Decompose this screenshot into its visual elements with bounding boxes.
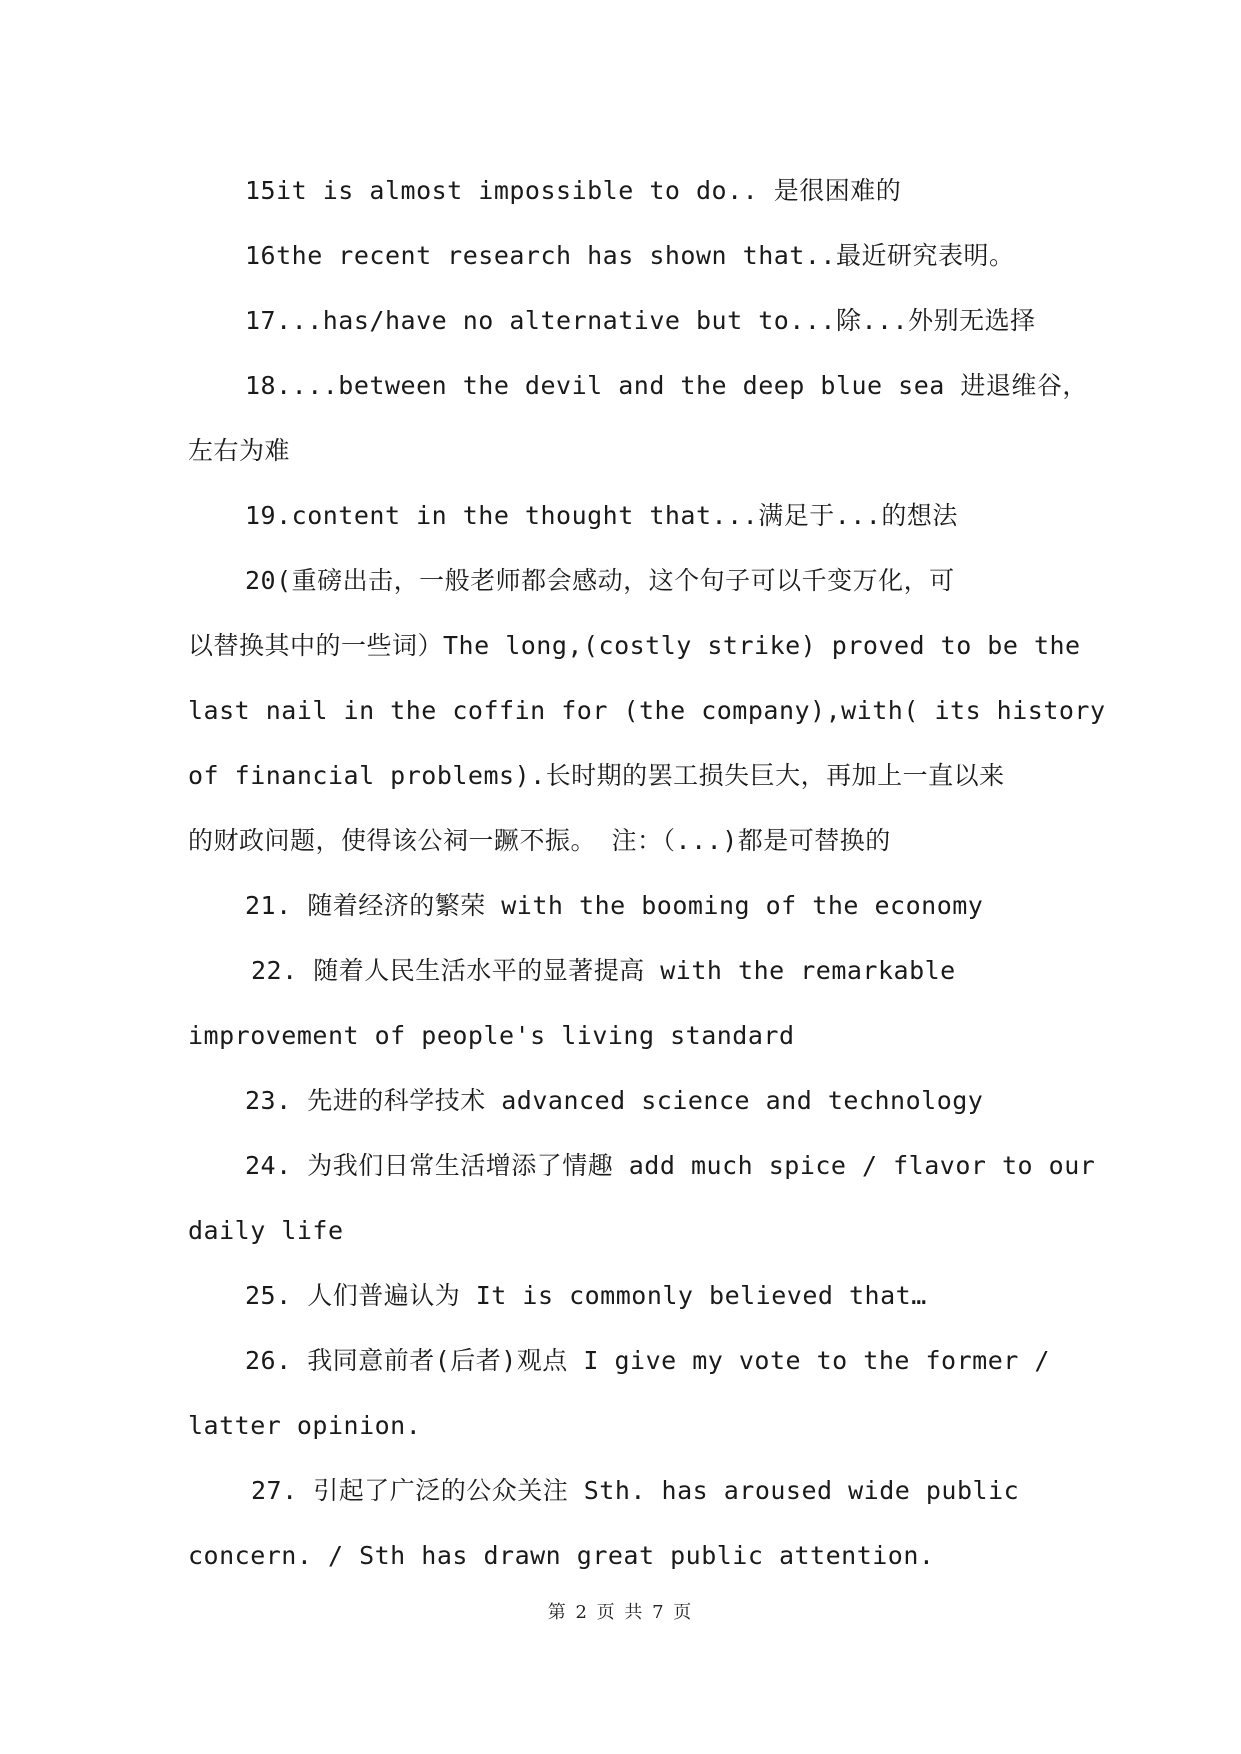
text-line-18-cont: 左右为难 (188, 436, 291, 465)
text-line-20-cont-4: 的财政问题，使得该公祠一蹶不振。 注：（...)都是可替换的 (188, 826, 891, 855)
text-line-27-cont: concern. / Sth has drawn great public attention. (188, 1541, 935, 1570)
text-line-26-cont: latter opinion. (188, 1411, 422, 1440)
text-line-16: 16the recent research has shown that..最近研究表明。 (245, 241, 1015, 270)
text-line-21: 21. 随着经济的繁荣 with the booming of the economy (245, 891, 984, 920)
document-body (188, 158, 1106, 1588)
text-line-20-cont-2: last nail in the coffin for (the company),with( its history (188, 696, 1106, 725)
text-line-15: 15it is almost impossible to do.. 是很困难的 (245, 176, 902, 205)
text-line-24-cont: daily life (188, 1216, 344, 1245)
text-line-22: 22. 随着人民生活水平的显著提高 with the remarkable (251, 956, 956, 985)
text-line-24: 24. 为我们日常生活增添了情趣 add much spice / flavor to our (245, 1151, 1096, 1180)
text-line-25: 25. 人们普遍认为 It is commonly believed that… (245, 1281, 927, 1310)
text-line-18: 18....between the devil and the deep blue sea 进退维谷， (245, 371, 1088, 400)
text-line-20-cont-1: 以替换其中的一些词）The long,(costly strike) proved to be the (188, 631, 1081, 660)
text-line-19: 19.content in the thought that...满足于...的想法 (245, 501, 958, 530)
text-line-23: 23. 先进的科学技术 advanced science and technology (245, 1086, 984, 1115)
text-line-17: 17...has/have no alternative but to...除...外别无选择 (245, 306, 1036, 335)
page-footer: 第 2 页 共 7 页 (547, 1602, 694, 1623)
text-line-27: 27. 引起了广泛的公众关注 Sth. has aroused wide public (251, 1476, 1020, 1505)
text-line-22-cont: improvement of people's living standard (188, 1021, 795, 1050)
text-line-20-cont-3: of financial problems).长时期的罢工损失巨大，再加上一直以来 (188, 761, 1005, 790)
text-line-20: 20(重磅出击，一般老师都会感动，这个句子可以千变万化，可 (245, 566, 955, 595)
text-line-26: 26. 我同意前者(后者)观点 I give my vote to the former / (245, 1346, 1050, 1375)
